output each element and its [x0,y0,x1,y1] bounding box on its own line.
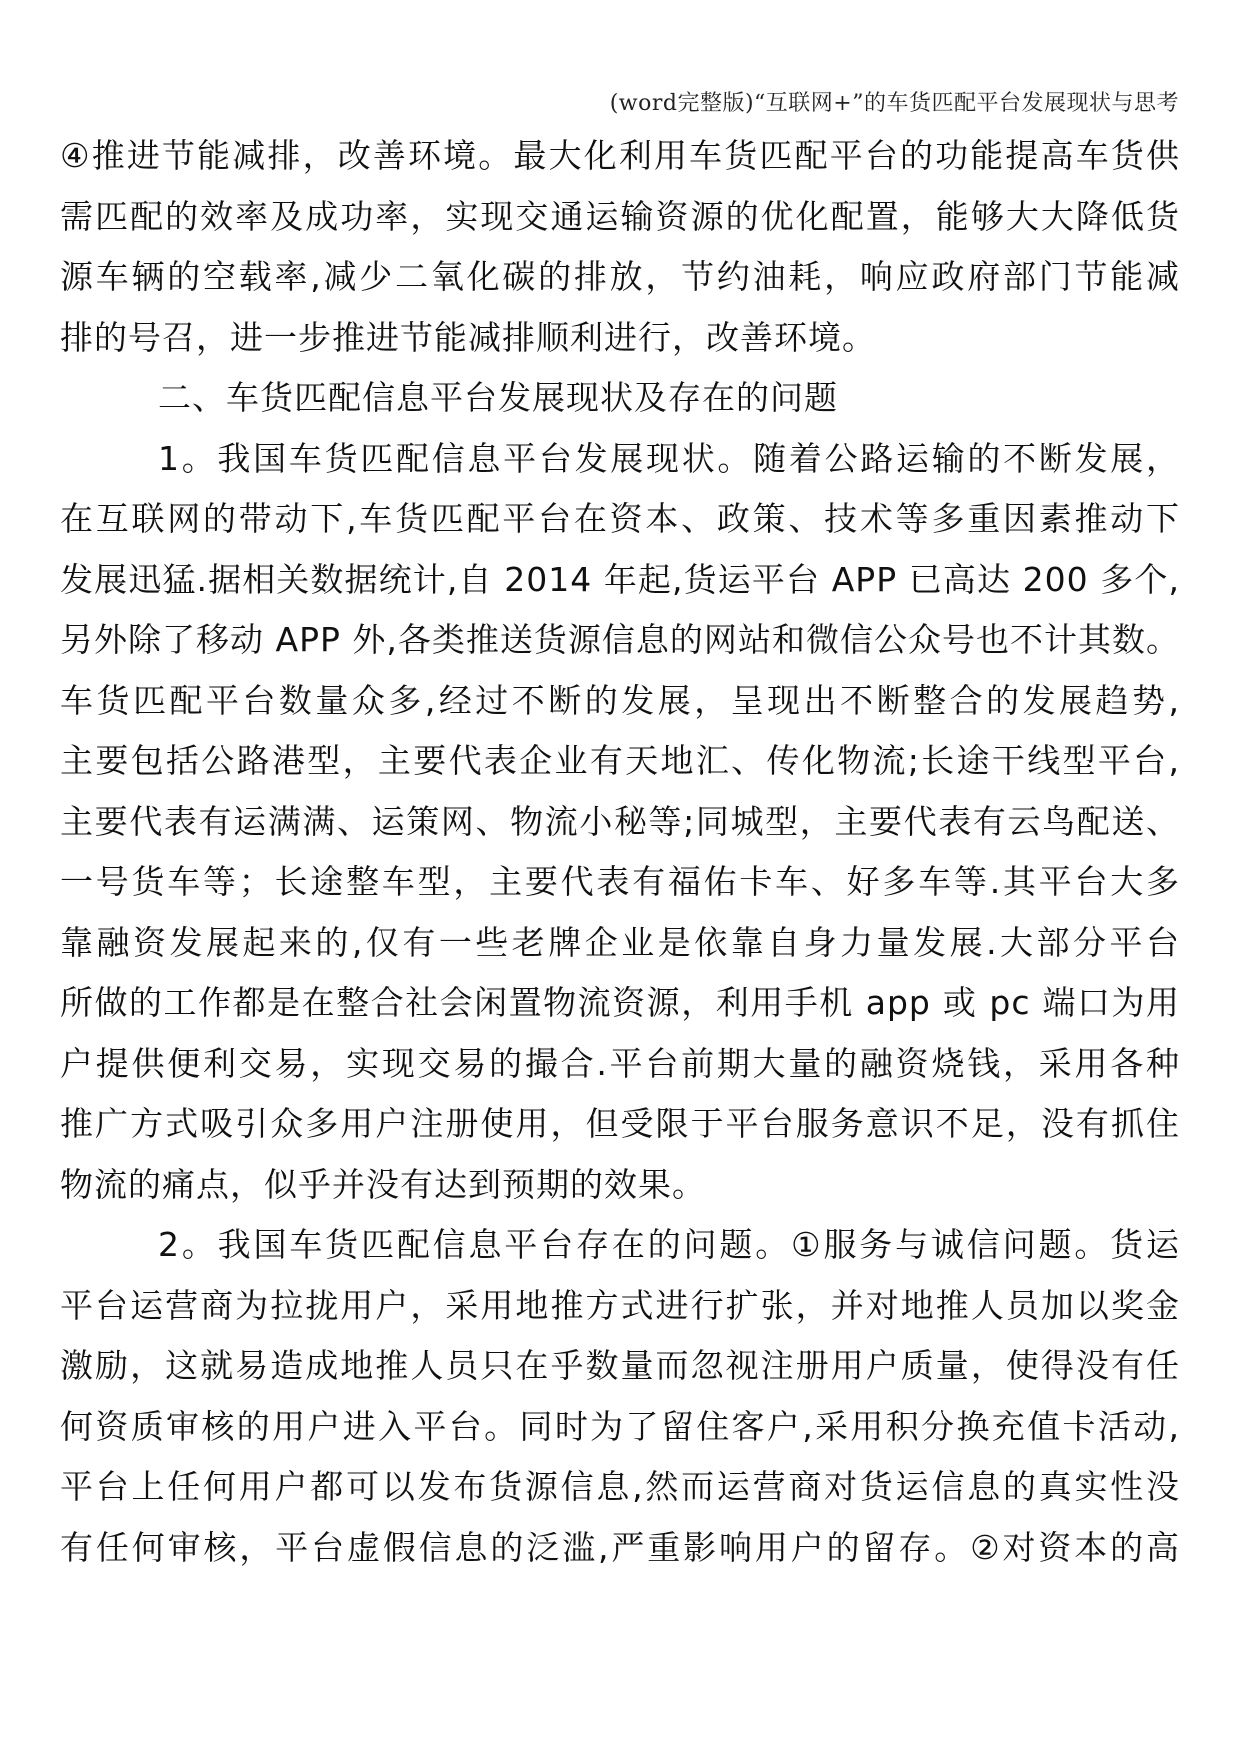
text-line: 主要代表有运满满、运策网、物流小秘等;同城型，主要代表有云鸟配送、 [60,801,1180,841]
text-line: 物流的痛点，似乎并没有达到预期的效果。 [60,1164,706,1204]
text-line: 需匹配的效率及成功率，实现交通运输资源的优化配置，能够大大降低货 [60,196,1180,236]
text-line: 另外除了移动 APP 外,各类推送货源信息的网站和微信公众号也不计其数。 [60,620,1180,659]
text-line: 户提供便利交易，实现交易的撮合.平台前期大量的融资烧钱，采用各种 [60,1043,1180,1083]
text-line: 何资质审核的用户进入平台。同时为了留住客户,采用积分换充值卡活动, [60,1406,1180,1446]
text-line: 所做的工作都是在整合社会闲置物流资源，利用手机 app 或 pc 端口为用 [60,983,1180,1022]
text-line: 2。我国车货匹配信息平台存在的问题。①服务与诚信问题。货运 [158,1225,1180,1264]
text-line: ④推进节能减排，改善环境。最大化利用车货匹配平台的功能提高车货供 [60,136,1180,175]
text-line: 车货匹配平台数量众多,经过不断的发展，呈现出不断整合的发展趋势, [60,680,1180,720]
text-line: 1。我国车货匹配信息平台发展现状。随着公路运输的不断发展， [158,438,1180,478]
text-line: 二、车货匹配信息平台发展现状及存在的问题 [158,378,838,417]
text-line: 有任何审核，平台虚假信息的泛滥,严重影响用户的留存。②对资本的高 [60,1527,1180,1567]
text-line: 推广方式吸引众多用户注册使用，但受限于平台服务意识不足，没有抓住 [60,1104,1180,1143]
text-line: 靠融资发展起来的,仅有一些老牌企业是依靠自身力量发展.大部分平台 [60,922,1180,962]
body-text [60,126,1180,1578]
text-line: 在互联网的带动下,车货匹配平台在资本、政策、技术等多重因素推动下 [60,499,1180,538]
text-line: 平台运营商为拉拢用户，采用地推方式进行扩张，并对地推人员加以奖金 [60,1285,1180,1325]
text-line: 发展迅猛.据相关数据统计,自 2014 年起,货运平台 APP 已高达 200 多个, [60,559,1180,599]
text-line: 激励，这就易造成地推人员只在乎数量而忽视注册用户质量，使得没有任 [60,1346,1180,1385]
text-line: 排的号召，进一步推进节能减排顺利进行，改善环境。 [60,317,876,357]
text-line: 一号货车等；长途整车型，主要代表有福佑卡车、好多车等.其平台大多 [60,862,1180,901]
text-line: 平台上任何用户都可以发布货源信息,然而运营商对货运信息的真实性没 [60,1467,1180,1506]
text-line: 源车辆的空载率,减少二氧化碳的排放，节约油耗，响应政府部门节能减 [60,257,1180,296]
running-header: (word完整版)“互联网+”的车货匹配平台发展现状与思考 [609,91,1179,116]
text-line: 主要包括公路港型，主要代表企业有天地汇、传化物流;长途干线型平台, [60,741,1180,780]
